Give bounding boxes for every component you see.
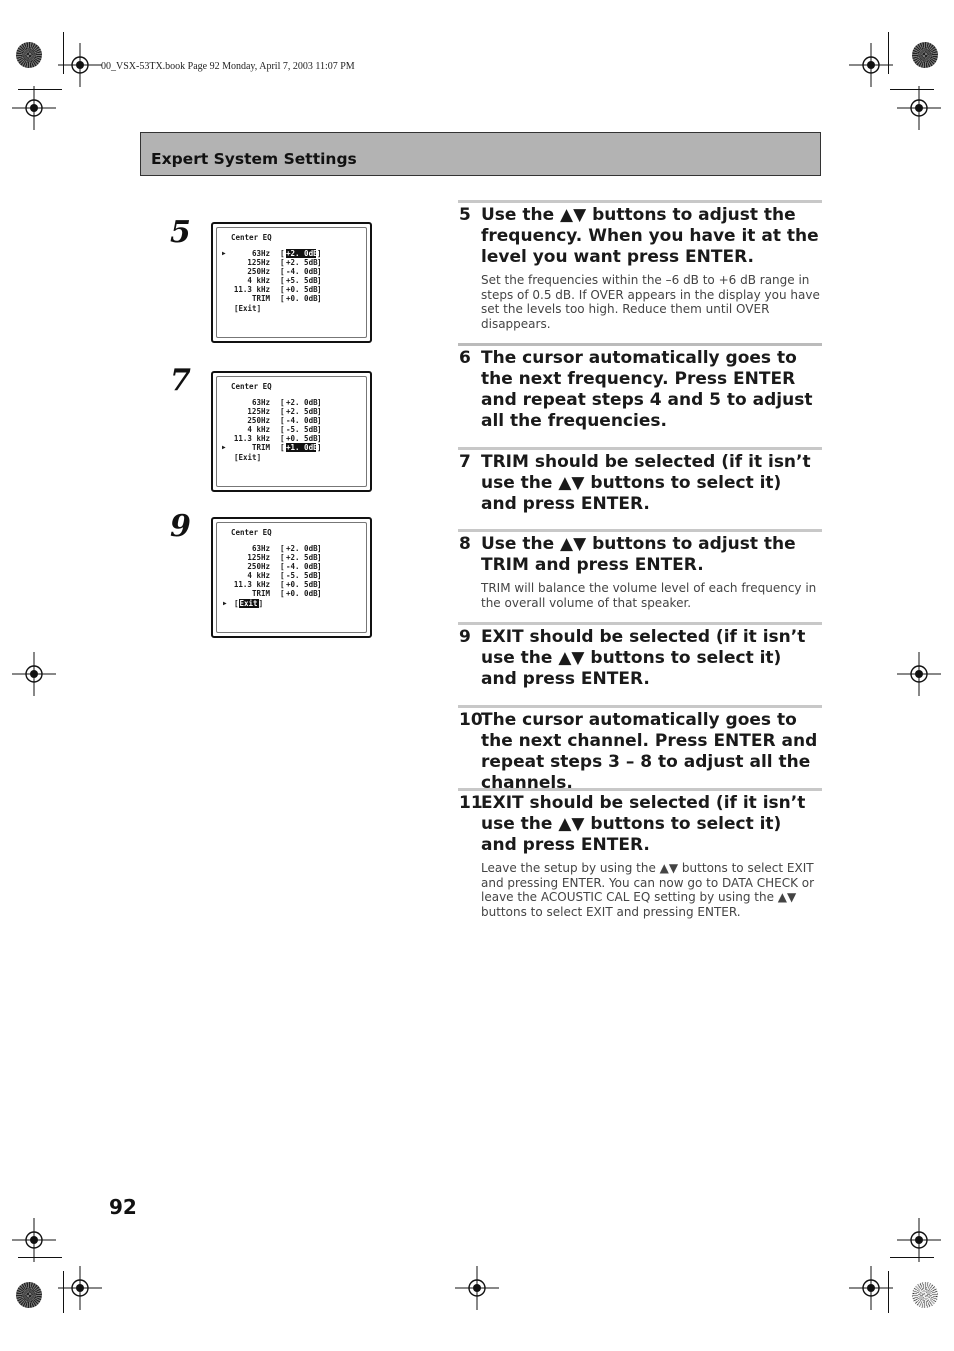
eq-value: +2. 0dB [286,249,318,258]
step-heading: The cursor automatically goes to the next channel. Press ENTER and repeat steps 3 – 8 to adjust all the channels. [481,710,818,793]
eq-row: 11.3 kHz [ +0. 5dB ] [233,580,322,589]
page-number: 92 [109,1195,137,1219]
step-heading: EXIT should be selected (if it isn’t use the ▲▼ buttons to select it) and press ENTER. [481,793,806,855]
eq-row: 11.3 kHz [ +0. 5dB ] [233,434,322,443]
color-wheel-icon [912,42,938,68]
registration-mark-icon [897,86,941,130]
step-body: Leave the setup by using the ▲▼ buttons to select EXIT and pressing ENTER. You can now go to DATA CHECK or leave the ACOUSTIC CAL EQ setting by using the ▲▼ buttons to select EXIT and pressing ENTER. [481,861,815,919]
screen-title: Center EQ [231,382,272,391]
step-number: 5 [459,205,471,225]
color-wheel-icon [16,42,42,68]
eq-row: 250Hz [ -4. 0dB ] [247,416,322,425]
eq-row: 11.3 kHz [ +0. 5dB ] [233,285,322,294]
step-heading: Use the ▲▼ buttons to adjust the frequency. When you have it at the level you want press ENTER. [481,205,819,267]
section-header-bar [140,132,821,176]
osd-screen-figure-5 [211,222,372,343]
eq-value: -4. 0dB [286,562,318,571]
step-number: 11 [459,793,483,813]
registration-mark-icon [849,1266,893,1310]
eq-row: ▶ TRIM [ +1. 0dB ] [222,443,322,452]
eq-value: -5. 5dB [286,425,318,434]
eq-row: TRIM [ +0. 0dB ] [251,294,322,303]
screen-title: Center EQ [231,528,272,537]
cursor-arrow-icon: ▶ [222,444,226,451]
osd-screen-figure-7 [211,371,372,492]
print-header: 00_VSX-53TX.book Page 92 Monday, April 7, 2003 11:07 PM [101,61,355,72]
eq-row: 250Hz [ -4. 0dB ] [247,267,322,276]
eq-row: 4 kHz [ -5. 5dB ] [247,571,322,580]
step-heading: TRIM should be selected (if it isn’t use the ▲▼ buttons to select it) and press ENTER. [481,452,811,514]
color-wheel-icon [912,1282,938,1308]
eq-value: -4. 0dB [286,416,318,425]
step-heading: EXIT should be selected (if it isn’t use the ▲▼ buttons to select it) and press ENTER. [481,627,806,689]
registration-mark-icon [897,1218,941,1262]
screen-title: Center EQ [231,233,272,242]
eq-row: 63Hz [ +2. 0dB ] [251,544,322,553]
eq-value: +0. 0dB [286,294,318,303]
eq-row: TRIM [ +0. 0dB ] [251,589,322,598]
eq-row: 4 kHz [ -5. 5dB ] [247,425,322,434]
eq-value: +2. 0dB [286,398,318,407]
step-7 [458,447,822,515]
eq-row: 250Hz [ -4. 0dB ] [247,562,322,571]
eq-row: 63Hz [ +2. 0dB ] [251,398,322,407]
eq-value: +0. 5dB [286,285,318,294]
figure-number: 5 [170,215,191,250]
eq-value: +2. 5dB [286,407,318,416]
registration-mark-icon [12,652,56,696]
step-6 [458,343,822,432]
eq-value: +2. 0dB [286,544,318,553]
cursor-arrow-icon: ▶ [223,600,227,607]
eq-value: +2. 5dB [286,258,318,267]
step-5 [458,200,822,331]
step-11 [458,788,822,919]
eq-value: +1. 0dB [286,443,318,452]
eq-row: 125Hz [ +2. 5dB ] [247,407,322,416]
exit-option: ▶ [Exit] [223,599,264,608]
exit-option: [Exit] [234,304,262,313]
exit-option: [Exit] [234,453,262,462]
step-body: Set the frequencies within the –6 dB to +6 dB range in steps of 0.5 dB. If OVER appears in the display you have set the levels too high. Reduce them until OVER disappears. [481,273,820,331]
step-number: 7 [459,452,471,472]
step-heading: The cursor automatically goes to the next frequency. Press ENTER and repeat steps 4 and 5 to adjust all the frequencies. [481,348,813,431]
step-number: 6 [459,348,471,368]
step-9 [458,622,822,690]
registration-mark-icon [849,43,893,87]
step-number: 10 [459,710,483,730]
step-10 [458,705,822,794]
step-8 [458,529,822,610]
figure-number: 9 [170,509,191,544]
registration-mark-icon [455,1266,499,1310]
eq-value: +0. 5dB [286,580,318,589]
eq-value: +0. 0dB [286,589,318,598]
registration-mark-icon [58,1266,102,1310]
step-heading: Use the ▲▼ buttons to adjust the TRIM and press ENTER. [481,534,796,575]
step-number: 9 [459,627,471,647]
step-body: TRIM will balance the volume level of each frequency in the overall volume of that speaker. [481,581,817,610]
cursor-arrow-icon: ▶ [222,250,226,257]
eq-value: -4. 0dB [286,267,318,276]
step-number: 8 [459,534,471,554]
registration-mark-icon [897,652,941,696]
eq-value: +2. 5dB [286,553,318,562]
eq-value: +5. 5dB [286,276,318,285]
registration-mark-icon [12,1218,56,1262]
figure-number: 7 [170,363,191,398]
registration-mark-icon [12,86,56,130]
eq-value: +0. 5dB [286,434,318,443]
registration-mark-icon [58,43,102,87]
eq-row: 125Hz [ +2. 5dB ] [247,553,322,562]
eq-value: -5. 5dB [286,571,318,580]
eq-row: 125Hz [ +2. 5dB ] [247,258,322,267]
color-wheel-icon [16,1282,42,1308]
eq-row: 4 kHz [ +5. 5dB ] [247,276,322,285]
section-title: Expert System Settings [151,150,357,168]
eq-row: ▶ 63Hz [ +2. 0dB ] [222,249,322,258]
osd-screen-figure-9 [211,517,372,638]
